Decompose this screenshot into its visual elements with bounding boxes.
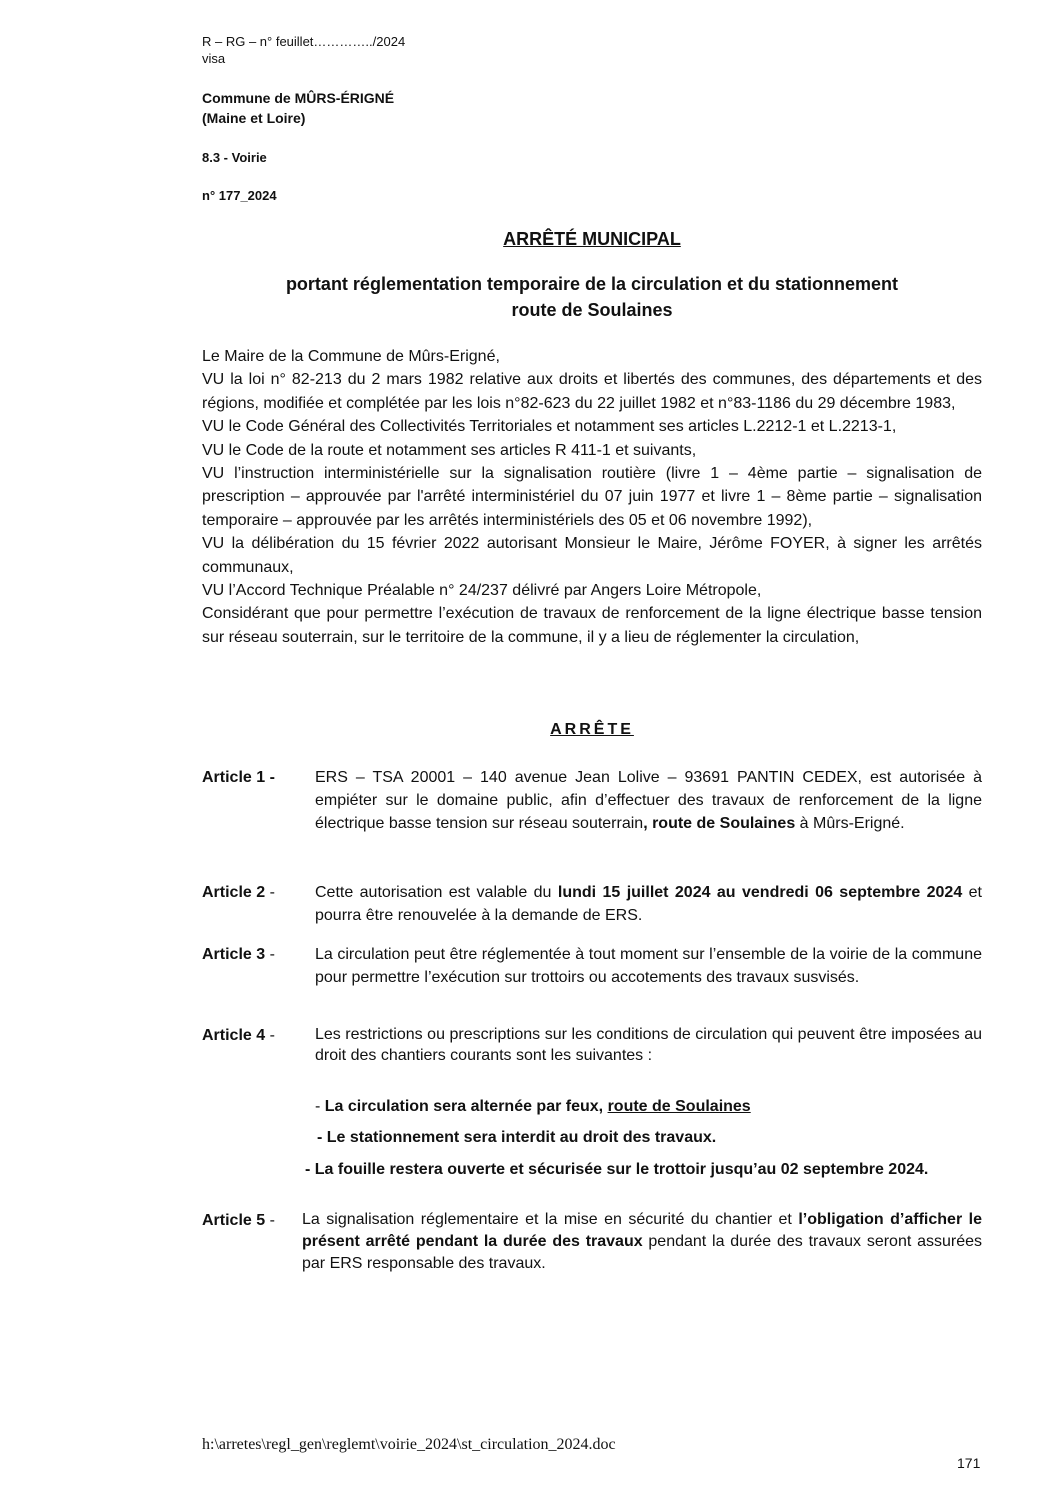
subtitle-line-1: portant réglementation temporaire de la circulation et du stationnement [285, 274, 899, 294]
article-label-dash: - [265, 884, 275, 901]
preamble-line: VU la loi n° 82-213 du 2 mars 1982 relative aux droits et libertés des communes, des départements et des régions, modifiée et complétée par les lois n°82-623 du 22 juillet 1982 et n°83-1186 du 29 décembre 1983, [202, 371, 982, 412]
document-title: ARRÊTÉ MUNICIPAL [503, 229, 681, 249]
preamble-line: VU l’Accord Technique Préalable n° 24/237 délivré par Angers Loire Métropole, [202, 582, 762, 600]
article-1-text [315, 766, 982, 835]
article-3-text: La circulation peut être réglementée à tout moment sur l’ensemble de la voirie de la commune pour permettre l’exécution sur trottoirs ou accotements des travaux susvisés. [315, 946, 982, 986]
article-emphasis: , route de Soulaines [643, 815, 796, 832]
article-3-label [202, 943, 275, 966]
article-4-text: Les restrictions ou prescriptions sur les conditions de circulation qui peuvent être imposées au droit des chantiers courants sont les suivantes : [315, 1026, 982, 1064]
article-2-text [315, 881, 982, 927]
article-5-text [302, 1209, 982, 1275]
commune-name: Commune de MÛRS-ÉRIGNÉ [202, 90, 395, 106]
article-emphasis: l’obligation d’afficher le présent arrêté pendant la durée des travaux [302, 1211, 982, 1250]
article-1-label [202, 766, 275, 789]
arrete-heading: ARRÊTE [550, 721, 634, 738]
page-number: 171 [957, 1455, 981, 1471]
article-emphasis: lundi 15 juillet 2024 au vendredi 06 septembre 2024 [557, 884, 963, 901]
article-label-text: Article 2 [202, 884, 266, 901]
preamble-line: Considérant que pour permettre l’exécution de travaux de renforcement de la ligne électrique basse tension sur réseau souterrain, sur le territoire de la commune, il y a lieu de réglementer la circulation, [202, 605, 982, 646]
article-label-text: Article 1 - [202, 769, 275, 786]
preamble [202, 345, 982, 649]
article-text: pendant la durée des travaux seront assurées par ERS responsable des travaux. [302, 1233, 982, 1272]
bullet-text: - La fouille restera ouverte et sécurisée sur le trottoir jusqu’au 02 septembre 2024. [305, 1161, 929, 1178]
article-label-text: Article 4 [202, 1027, 266, 1044]
article-label-dash: - [265, 1027, 275, 1044]
preamble-line: VU l’instruction interministérielle sur la signalisation routière (livre 1 – 4ème partie – signalisation de prescription – approuvée par l'arrêté interministériel du 07 juin 1977 et livre 1 – 8ème partie – signalisation temporaire – approuvée par les arrêtés interministériels des 05 et 06 novembre 1992), [202, 465, 982, 529]
category-label: 8.3 - Voirie [202, 150, 267, 165]
article-text: à Mûrs-Erigné. [795, 815, 905, 832]
preamble-line: VU le Code Général des Collectivités Territoriales et notamment ses articles L.2212-1 et L.2213-1, [202, 418, 897, 436]
preamble-line: VU la délibération du 15 février 2022 autorisant Monsieur le Maire, Jérôme FOYER, à signer les arrêtés communaux, [202, 535, 982, 576]
preamble-line: Le Maire de la Commune de Mûrs-Erigné, [202, 348, 500, 365]
article-2-label [202, 881, 275, 904]
article-4-bullet-3 [305, 1159, 982, 1180]
reference-line: R – RG – n° feuillet…………../2024 [202, 34, 406, 49]
article-4-bullet-2: - Le stationnement sera interdit au droit des travaux. [317, 1129, 717, 1146]
bullet-text: La circulation sera alternée par feux, [324, 1098, 608, 1115]
article-label-text: Article 3 [202, 946, 266, 963]
department-name: (Maine et Loire) [202, 110, 306, 126]
article-4-bullet-1 [315, 1096, 751, 1117]
bullet-underlined: route de Soulaines [607, 1098, 751, 1115]
article-text: La signalisation réglementaire et la mise en sécurité du chantier et [302, 1211, 799, 1228]
bullet-dash: - [315, 1098, 325, 1115]
article-text: ERS – TSA 20001 – 140 avenue Jean Lolive – 93691 PANTIN CEDEX, est autorisée à empiéter sur le domaine public, afin d’effectuer des travaux de renforcement de la ligne électrique basse tension sur réseau souterrain [315, 769, 982, 832]
footer-file-path: h:\arretes\regl_gen\reglemt\voirie_2024\st_circulation_2024.doc [202, 1436, 616, 1453]
subtitle-line-2: route de Soulaines [511, 300, 673, 320]
article-text: Cette autorisation est valable du [315, 884, 558, 901]
visa-label: visa [202, 51, 226, 66]
arrete-number: n° 177_2024 [202, 188, 277, 203]
article-label-dash: - [265, 1212, 275, 1229]
article-text: et pourra être renouvelée à la demande de ERS. [315, 884, 982, 924]
article-4-label [202, 1024, 275, 1047]
preamble-line: VU le Code de la route et notamment ses articles R 411-1 et suivants, [202, 441, 697, 459]
article-label-text: Article 5 [202, 1212, 266, 1229]
article-5-label [202, 1209, 275, 1232]
article-label-dash: - [265, 946, 275, 963]
